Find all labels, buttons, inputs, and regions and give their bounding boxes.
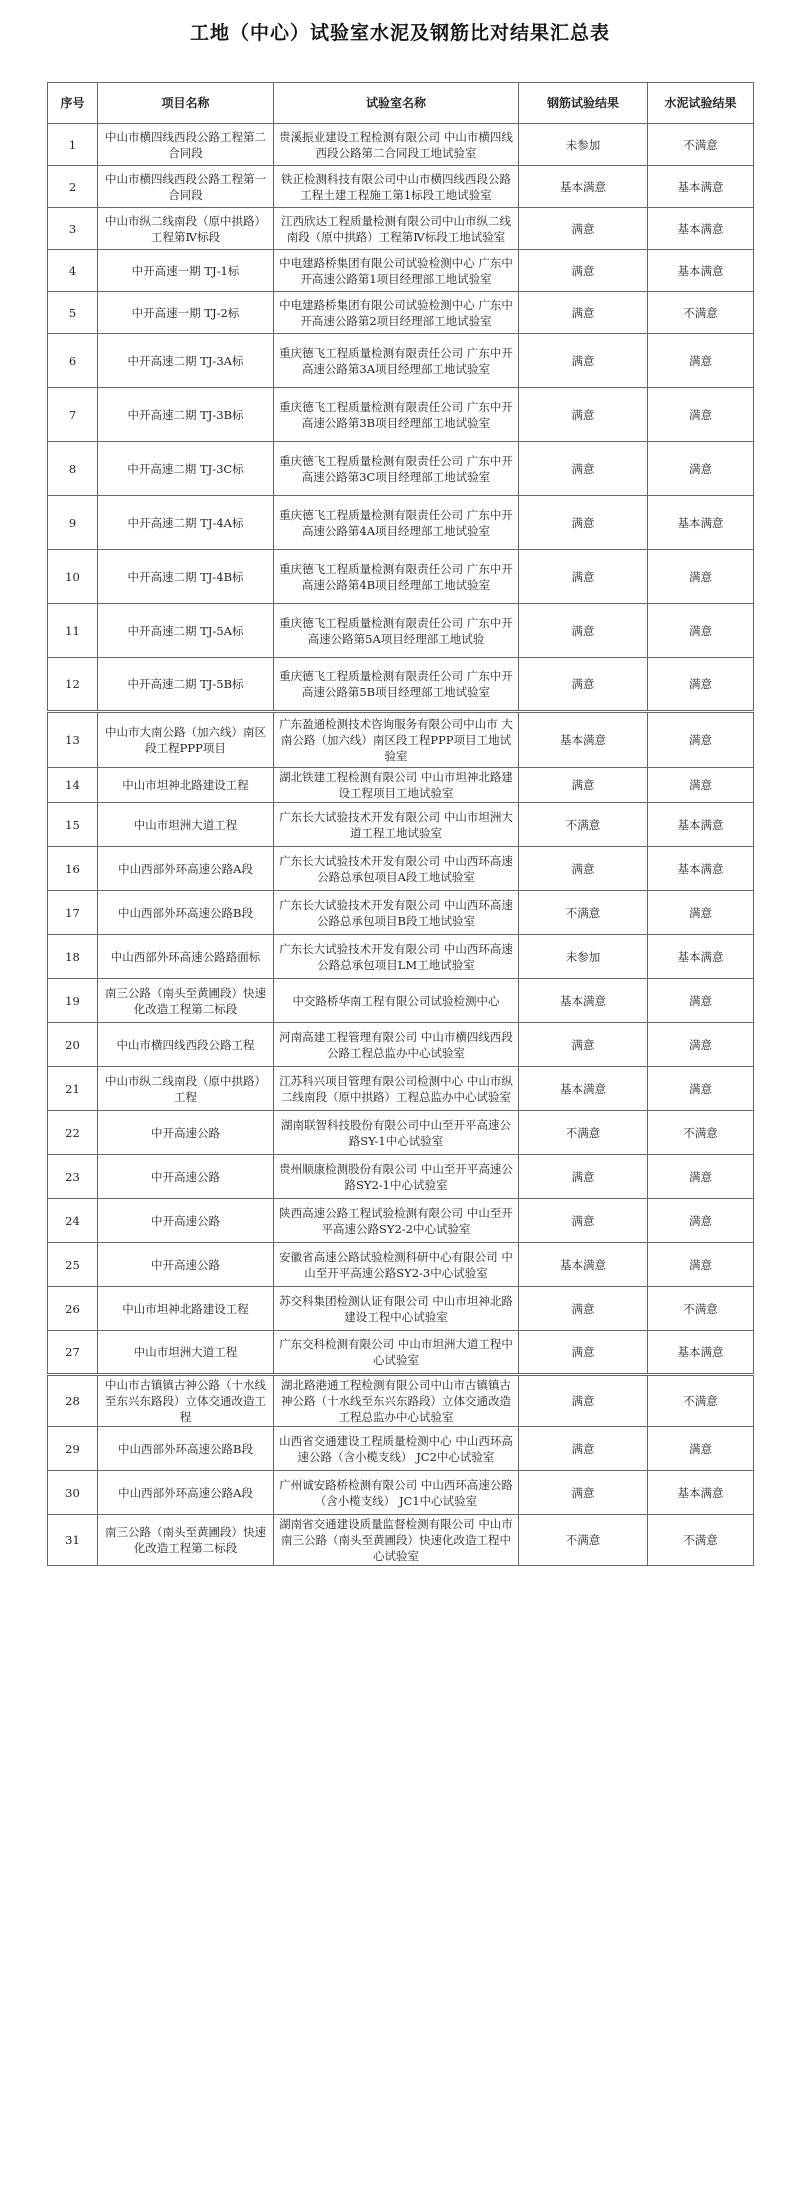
rebar-result: 未参加 bbox=[519, 935, 648, 979]
table-row bbox=[48, 803, 754, 847]
lab-name: 重庆德飞工程质量检测有限责任公司 广东中开高速公路第4B项目经理部工地试验室 bbox=[274, 550, 519, 604]
table-body bbox=[48, 124, 754, 1566]
page-title: 工地（中心）试验室水泥及钢筋比对结果汇总表 bbox=[189, 22, 610, 44]
header-rebar: 钢筋试验结果 bbox=[519, 83, 648, 124]
lab-name: 江苏科兴项目管理有限公司检测中心 中山市纵二线南段（原中拱路）工程总监办中心试验室 bbox=[274, 1067, 519, 1111]
cement-result: 满意 bbox=[648, 712, 754, 768]
rebar-result: 基本满意 bbox=[519, 1243, 648, 1287]
cement-result: 不满意 bbox=[648, 1111, 754, 1155]
table-row bbox=[48, 292, 754, 334]
project-name: 中山市古镇镇古神公路（十水线至东兴东路段）立体交通改造工程 bbox=[98, 1375, 274, 1427]
row-number: 3 bbox=[48, 208, 98, 250]
row-number: 22 bbox=[48, 1111, 98, 1155]
cement-result: 基本满意 bbox=[648, 250, 754, 292]
lab-name: 陕西高速公路工程试验检测有限公司 中山至开平高速公路SY2-2中心试验室 bbox=[274, 1199, 519, 1243]
project-name: 南三公路（南头至黄圃段）快速化改造工程第二标段 bbox=[98, 979, 274, 1023]
project-name: 南三公路（南头至黄圃段）快速化改造工程第二标段 bbox=[98, 1515, 274, 1566]
row-number: 31 bbox=[48, 1515, 98, 1566]
rebar-result: 满意 bbox=[519, 1199, 648, 1243]
project-name: 中山市横四线西段公路工程第二合同段 bbox=[98, 124, 274, 166]
table-row bbox=[48, 1515, 754, 1566]
project-name: 中开高速公路 bbox=[98, 1155, 274, 1199]
row-number: 28 bbox=[48, 1375, 98, 1427]
rebar-result: 满意 bbox=[519, 658, 648, 712]
project-name: 中山西部外环高速公路A段 bbox=[98, 1471, 274, 1515]
table-row bbox=[48, 550, 754, 604]
lab-name: 安徽省高速公路试验检测科研中心有限公司 中山至开平高速公路SY2-3中心试验室 bbox=[274, 1243, 519, 1287]
project-name: 中山市坦洲大道工程 bbox=[98, 1331, 274, 1375]
project-name: 中开高速公路 bbox=[98, 1111, 274, 1155]
lab-name: 苏交科集团检测认证有限公司 中山市坦神北路建设工程中心试验室 bbox=[274, 1287, 519, 1331]
project-name: 中山市纵二线南段（原中拱路）工程 bbox=[98, 1067, 274, 1111]
lab-name: 湖北路港通工程检测有限公司中山市古镇镇古神公路（十水线至东兴东路段）立体交通改造工程总监办中心试验室 bbox=[274, 1375, 519, 1427]
lab-name: 广东长大试验技术开发有限公司 中山西环高速公路总承包项目A段工地试验室 bbox=[274, 847, 519, 891]
rebar-result: 满意 bbox=[519, 768, 648, 803]
row-number: 20 bbox=[48, 1023, 98, 1067]
cement-result: 满意 bbox=[648, 1067, 754, 1111]
lab-name: 重庆德飞工程质量检测有限责任公司 广东中开高速公路第3A项目经理部工地试验室 bbox=[274, 334, 519, 388]
lab-name: 广东长大试验技术开发有限公司 中山西环高速公路总承包项目B段工地试验室 bbox=[274, 891, 519, 935]
lab-name: 广东长大试验技术开发有限公司 中山西环高速公路总承包项目LM工地试验室 bbox=[274, 935, 519, 979]
lab-name: 江西欣达工程质量检测有限公司中山市纵二线南段（原中拱路）工程第Ⅳ标段工地试验室 bbox=[274, 208, 519, 250]
row-number: 8 bbox=[48, 442, 98, 496]
row-number: 10 bbox=[48, 550, 98, 604]
lab-name: 广东盈通检测技术咨询服务有限公司中山市 大南公路（加六线）南区段工程PPP项目工地试验室 bbox=[274, 712, 519, 768]
cement-result: 满意 bbox=[648, 1427, 754, 1471]
table-row bbox=[48, 1287, 754, 1331]
cement-result: 不满意 bbox=[648, 1515, 754, 1566]
row-number: 19 bbox=[48, 979, 98, 1023]
project-name: 中开高速二期 TJ-5A标 bbox=[98, 604, 274, 658]
row-number: 7 bbox=[48, 388, 98, 442]
project-name: 中开高速二期 TJ-4A标 bbox=[98, 496, 274, 550]
rebar-result: 基本满意 bbox=[519, 1067, 648, 1111]
project-name: 中山西部外环高速公路B段 bbox=[98, 1427, 274, 1471]
row-number: 16 bbox=[48, 847, 98, 891]
header-no: 序号 bbox=[48, 83, 98, 124]
project-name: 中开高速二期 TJ-3A标 bbox=[98, 334, 274, 388]
project-name: 中开高速二期 TJ-4B标 bbox=[98, 550, 274, 604]
cement-result: 满意 bbox=[648, 891, 754, 935]
project-name: 中山市纵二线南段（原中拱路）工程第Ⅳ标段 bbox=[98, 208, 274, 250]
cement-result: 满意 bbox=[648, 768, 754, 803]
rebar-result: 满意 bbox=[519, 847, 648, 891]
cement-result: 满意 bbox=[648, 334, 754, 388]
header-project: 项目名称 bbox=[98, 83, 274, 124]
rebar-result: 满意 bbox=[519, 334, 648, 388]
lab-name: 重庆德飞工程质量检测有限责任公司 广东中开高速公路第5B项目经理部工地试验室 bbox=[274, 658, 519, 712]
rebar-result: 满意 bbox=[519, 208, 648, 250]
cement-result: 基本满意 bbox=[648, 208, 754, 250]
cement-result: 满意 bbox=[648, 550, 754, 604]
table-row bbox=[48, 891, 754, 935]
lab-name: 重庆德飞工程质量检测有限责任公司 广东中开高速公路第4A项目经理部工地试验室 bbox=[274, 496, 519, 550]
cement-result: 满意 bbox=[648, 1243, 754, 1287]
lab-name: 湖北铁建工程检测有限公司 中山市坦神北路建设工程项目工地试验室 bbox=[274, 768, 519, 803]
rebar-result: 未参加 bbox=[519, 124, 648, 166]
cement-result: 不满意 bbox=[648, 1375, 754, 1427]
lab-name: 贵溪振业建设工程检测有限公司 中山市横四线西段公路第二合同段工地试验室 bbox=[274, 124, 519, 166]
project-name: 中开高速公路 bbox=[98, 1243, 274, 1287]
rebar-result: 满意 bbox=[519, 1155, 648, 1199]
project-name: 中山市横四线西段公路工程 bbox=[98, 1023, 274, 1067]
rebar-result: 满意 bbox=[519, 1023, 648, 1067]
row-number: 18 bbox=[48, 935, 98, 979]
rebar-result: 满意 bbox=[519, 1287, 648, 1331]
cement-result: 不满意 bbox=[648, 124, 754, 166]
row-number: 24 bbox=[48, 1199, 98, 1243]
row-number: 13 bbox=[48, 712, 98, 768]
table-row bbox=[48, 1471, 754, 1515]
rebar-result: 满意 bbox=[519, 1331, 648, 1375]
cement-result: 满意 bbox=[648, 442, 754, 496]
row-number: 26 bbox=[48, 1287, 98, 1331]
project-name: 中开高速一期 TJ-2标 bbox=[98, 292, 274, 334]
project-name: 中山西部外环高速公路A段 bbox=[98, 847, 274, 891]
rebar-result: 满意 bbox=[519, 1375, 648, 1427]
rebar-result: 满意 bbox=[519, 250, 648, 292]
row-number: 9 bbox=[48, 496, 98, 550]
table-row bbox=[48, 250, 754, 292]
lab-name: 湖南联智科技股份有限公司中山至开平高速公路SY-1中心试验室 bbox=[274, 1111, 519, 1155]
row-number: 1 bbox=[48, 124, 98, 166]
lab-name: 贵州顺康检测股份有限公司 中山至开平高速公路SY2-1中心试验室 bbox=[274, 1155, 519, 1199]
table-row bbox=[48, 768, 754, 803]
cement-result: 基本满意 bbox=[648, 847, 754, 891]
lab-name: 广东长大试验技术开发有限公司 中山市坦洲大道工程工地试验室 bbox=[274, 803, 519, 847]
cement-result: 满意 bbox=[648, 979, 754, 1023]
table-row bbox=[48, 1331, 754, 1375]
header-cement: 水泥试验结果 bbox=[648, 83, 754, 124]
project-name: 中开高速二期 TJ-5B标 bbox=[98, 658, 274, 712]
row-number: 6 bbox=[48, 334, 98, 388]
table-row bbox=[48, 166, 754, 208]
table-row bbox=[48, 496, 754, 550]
rebar-result: 满意 bbox=[519, 604, 648, 658]
rebar-result: 满意 bbox=[519, 1427, 648, 1471]
table-row bbox=[48, 1067, 754, 1111]
cement-result: 满意 bbox=[648, 1155, 754, 1199]
project-name: 中山西部外环高速公路路面标 bbox=[98, 935, 274, 979]
row-number: 29 bbox=[48, 1427, 98, 1471]
cement-result: 基本满意 bbox=[648, 1331, 754, 1375]
lab-name: 河南高建工程管理有限公司 中山市横四线西段公路工程总监办中心试验室 bbox=[274, 1023, 519, 1067]
cement-result: 基本满意 bbox=[648, 935, 754, 979]
project-name: 中山市坦神北路建设工程 bbox=[98, 1287, 274, 1331]
project-name: 中开高速一期 TJ-1标 bbox=[98, 250, 274, 292]
rebar-result: 基本满意 bbox=[519, 166, 648, 208]
rebar-result: 基本满意 bbox=[519, 979, 648, 1023]
lab-name: 重庆德飞工程质量检测有限责任公司 广东中开高速公路第3C项目经理部工地试验室 bbox=[274, 442, 519, 496]
rebar-result: 满意 bbox=[519, 388, 648, 442]
row-number: 17 bbox=[48, 891, 98, 935]
lab-name: 铁正检测科技有限公司中山市横四线西段公路工程土建工程施工第1标段工地试验室 bbox=[274, 166, 519, 208]
table-row bbox=[48, 658, 754, 712]
rebar-result: 满意 bbox=[519, 550, 648, 604]
table-row bbox=[48, 1427, 754, 1471]
lab-name: 山西省交通建设工程质量检测中心 中山西环高速公路（含小榄支线） JC2中心试验室 bbox=[274, 1427, 519, 1471]
rebar-result: 不满意 bbox=[519, 891, 648, 935]
project-name: 中山西部外环高速公路B段 bbox=[98, 891, 274, 935]
lab-name: 中交路桥华南工程有限公司试验检测中心 bbox=[274, 979, 519, 1023]
cement-result: 满意 bbox=[648, 388, 754, 442]
table-row bbox=[48, 1199, 754, 1243]
project-name: 中山市大南公路（加六线）南区段工程PPP项目 bbox=[98, 712, 274, 768]
row-number: 21 bbox=[48, 1067, 98, 1111]
table-row bbox=[48, 847, 754, 891]
cement-result: 满意 bbox=[648, 1023, 754, 1067]
project-name: 中山市坦神北路建设工程 bbox=[98, 768, 274, 803]
table-row bbox=[48, 1111, 754, 1155]
project-name: 中开高速二期 TJ-3B标 bbox=[98, 388, 274, 442]
cement-result: 不满意 bbox=[648, 292, 754, 334]
cement-result: 不满意 bbox=[648, 1287, 754, 1331]
project-name: 中开高速公路 bbox=[98, 1199, 274, 1243]
row-number: 5 bbox=[48, 292, 98, 334]
table-row bbox=[48, 124, 754, 166]
cement-result: 基本满意 bbox=[648, 166, 754, 208]
table-row bbox=[48, 1243, 754, 1287]
table-row bbox=[48, 935, 754, 979]
row-number: 27 bbox=[48, 1331, 98, 1375]
row-number: 15 bbox=[48, 803, 98, 847]
table-row bbox=[48, 208, 754, 250]
rebar-result: 不满意 bbox=[519, 1111, 648, 1155]
rebar-result: 满意 bbox=[519, 496, 648, 550]
table-row bbox=[48, 1155, 754, 1199]
row-number: 4 bbox=[48, 250, 98, 292]
project-name: 中开高速二期 TJ-3C标 bbox=[98, 442, 274, 496]
cement-result: 满意 bbox=[648, 604, 754, 658]
table-row bbox=[48, 388, 754, 442]
row-number: 30 bbox=[48, 1471, 98, 1515]
table-header-row bbox=[48, 83, 754, 124]
table-row bbox=[48, 334, 754, 388]
rebar-result: 基本满意 bbox=[519, 712, 648, 768]
lab-name: 中电建路桥集团有限公司试验检测中心 广东中开高速公路第2项目经理部工地试验室 bbox=[274, 292, 519, 334]
table-row bbox=[48, 712, 754, 768]
lab-name: 重庆德飞工程质量检测有限责任公司 广东中开高速公路第3B项目经理部工地试验室 bbox=[274, 388, 519, 442]
table-row bbox=[48, 442, 754, 496]
lab-name: 广州诚安路桥检测有限公司 中山西环高速公路（含小榄支线） JC1中心试验室 bbox=[274, 1471, 519, 1515]
row-number: 2 bbox=[48, 166, 98, 208]
project-name: 中山市横四线西段公路工程第一合同段 bbox=[98, 166, 274, 208]
rebar-result: 满意 bbox=[519, 442, 648, 496]
table-row bbox=[48, 979, 754, 1023]
row-number: 23 bbox=[48, 1155, 98, 1199]
row-number: 11 bbox=[48, 604, 98, 658]
row-number: 12 bbox=[48, 658, 98, 712]
cement-result: 基本满意 bbox=[648, 803, 754, 847]
row-number: 25 bbox=[48, 1243, 98, 1287]
lab-name: 湖南省交通建设质量监督检测有限公司 中山市南三公路（南头至黄圃段）快速化改造工程中心试验室 bbox=[274, 1515, 519, 1566]
lab-name: 重庆德飞工程质量检测有限责任公司 广东中开高速公路第5A项目经理部工地试验 bbox=[274, 604, 519, 658]
rebar-result: 满意 bbox=[519, 1471, 648, 1515]
rebar-result: 不满意 bbox=[519, 803, 648, 847]
project-name: 中山市坦洲大道工程 bbox=[98, 803, 274, 847]
cement-result: 基本满意 bbox=[648, 496, 754, 550]
header-lab: 试验室名称 bbox=[274, 83, 519, 124]
lab-name: 广东交科检测有限公司 中山市坦洲大道工程中心试验室 bbox=[274, 1331, 519, 1375]
cement-result: 基本满意 bbox=[648, 1471, 754, 1515]
cement-result: 满意 bbox=[648, 658, 754, 712]
results-table bbox=[47, 82, 754, 1566]
table-row bbox=[48, 1375, 754, 1427]
table-row bbox=[48, 604, 754, 658]
cement-result: 满意 bbox=[648, 1199, 754, 1243]
rebar-result: 不满意 bbox=[519, 1515, 648, 1566]
rebar-result: 满意 bbox=[519, 292, 648, 334]
lab-name: 中电建路桥集团有限公司试验检测中心 广东中开高速公路第1项目经理部工地试验室 bbox=[274, 250, 519, 292]
table-row bbox=[48, 1023, 754, 1067]
row-number: 14 bbox=[48, 768, 98, 803]
